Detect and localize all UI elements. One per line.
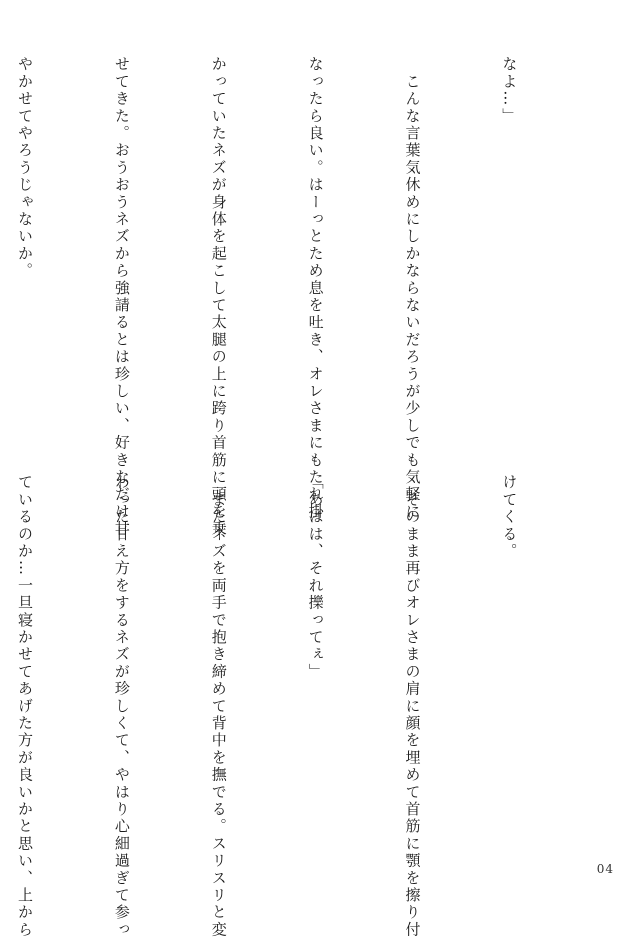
text-column: なよ…」 xyxy=(500,56,519,125)
text-column: こんな言葉気休めにしかならないだろうが少しでも気軽に xyxy=(403,56,422,521)
text-column: せてきた。おうおうネズから強請るとは珍しい、好きなだけ甘 xyxy=(112,56,131,538)
text-column: かっていたネズが身体を起こして太腿の上に跨り首筋に頭を乗 xyxy=(209,56,228,538)
text-column: そのまま再びオレさまの肩に顔を埋めて首筋に顎を擦り付 xyxy=(403,474,422,938)
text-column: またネズを両手で抱き締めて背中を撫でる。スリスリと変 xyxy=(209,474,228,938)
text-column: やかせてやろうじゃないか。 xyxy=(15,56,34,280)
text-column: けてくる。 xyxy=(500,474,519,560)
text-column: わった甘え方をするネズが珍しくて、やはり心細過ぎて参っ xyxy=(112,474,131,938)
page-number: 04 xyxy=(596,862,614,876)
text-column: なったら良い。はーっとため息を吐き、オレさまにもたれ掛 xyxy=(306,56,325,521)
text-column: ているのか…一旦寝かせてあげた方が良いかと思い、上から xyxy=(15,474,34,938)
text-column: 「あはは、それ擽ってぇ」 xyxy=(306,474,325,681)
text-block-bottom xyxy=(0,474,590,938)
